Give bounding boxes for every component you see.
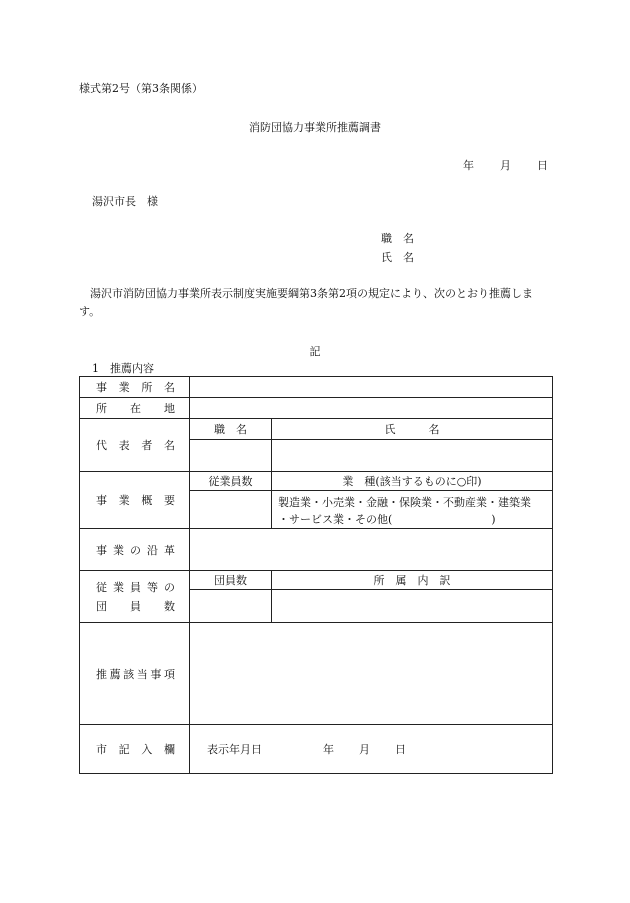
city-entry-field[interactable]: [190, 725, 553, 774]
member-count-header: 団員数: [190, 571, 272, 590]
recommendation-label-cell: [80, 623, 190, 725]
display-date-year: 年: [323, 743, 334, 756]
date-year: 年: [463, 159, 474, 172]
member-count-label-line-1: 従 業 員 等 の: [96, 581, 175, 594]
history-label: 事 業 の 沿 革: [96, 543, 175, 557]
date-line: [463, 157, 548, 173]
signature-block: [381, 230, 414, 268]
city-entry-label: 市 記 入 欄: [96, 743, 175, 756]
rep-name-header: 氏 名: [272, 419, 553, 440]
member-count-field[interactable]: [190, 590, 272, 623]
office-name-field[interactable]: [190, 377, 553, 398]
section-heading: 1 推薦内容: [92, 362, 154, 375]
history-field[interactable]: [190, 529, 553, 571]
industry-options[interactable]: [272, 491, 553, 529]
business-overview-label-cell: [80, 472, 190, 529]
form-number: 様式第2号（第3条関係）: [79, 82, 203, 95]
rep-position-field[interactable]: [190, 440, 272, 472]
office-name-label-cell: [80, 377, 190, 398]
industry-line-2: ・サービス業・その他( ): [278, 512, 496, 526]
member-count-label-cell: [80, 571, 190, 623]
display-date: [190, 741, 552, 757]
member-count-label-line-2: 団 員 数: [96, 600, 175, 613]
history-label-cell: [80, 529, 190, 571]
city-entry-label-cell: [80, 725, 190, 774]
recommendation-field[interactable]: [190, 623, 553, 725]
name-label: 氏 名: [381, 251, 414, 264]
affiliation-field[interactable]: [272, 590, 553, 623]
display-date-month: 月: [359, 743, 370, 756]
industry-header: 業 種(該当するものに○印): [272, 472, 553, 491]
office-name-label: 事 業 所 名: [96, 381, 175, 394]
display-date-label: 表示年月日: [207, 743, 262, 756]
employees-field[interactable]: [190, 491, 272, 529]
body-text: 湯沢市消防団協力事業所表示制度実施要綱第3条第2項の規定により、次のとおり推薦します。: [79, 287, 533, 318]
rep-position-header: 職 名: [190, 419, 272, 440]
date-day: 日: [537, 159, 548, 172]
date-month: 月: [500, 159, 511, 172]
location-label: 所 在 地: [96, 402, 175, 415]
representative-label: 代 表 者 名: [96, 439, 175, 452]
industry-line-1: 製造業・小売業・金融・保険業・不動産業・建築業: [278, 495, 531, 509]
document-title: 消防団協力事業所推薦調書: [249, 121, 381, 134]
representative-label-cell: [80, 419, 190, 472]
ki-heading: 記: [309, 345, 321, 358]
recommendation-table: [79, 376, 553, 774]
affiliation-header: 所 属 内 訳: [272, 571, 553, 590]
addressee: 湯沢市長 様: [92, 195, 158, 208]
employees-header: 従業員数: [190, 472, 272, 491]
display-date-day: 日: [395, 743, 406, 756]
location-label-cell: [80, 398, 190, 419]
business-overview-label: 事 業 概 要: [96, 494, 175, 507]
recommendation-label: 推 薦 該 当 事 項: [96, 667, 175, 681]
position-label: 職 名: [381, 232, 414, 245]
rep-name-field[interactable]: [272, 440, 553, 472]
location-field[interactable]: [190, 398, 553, 419]
